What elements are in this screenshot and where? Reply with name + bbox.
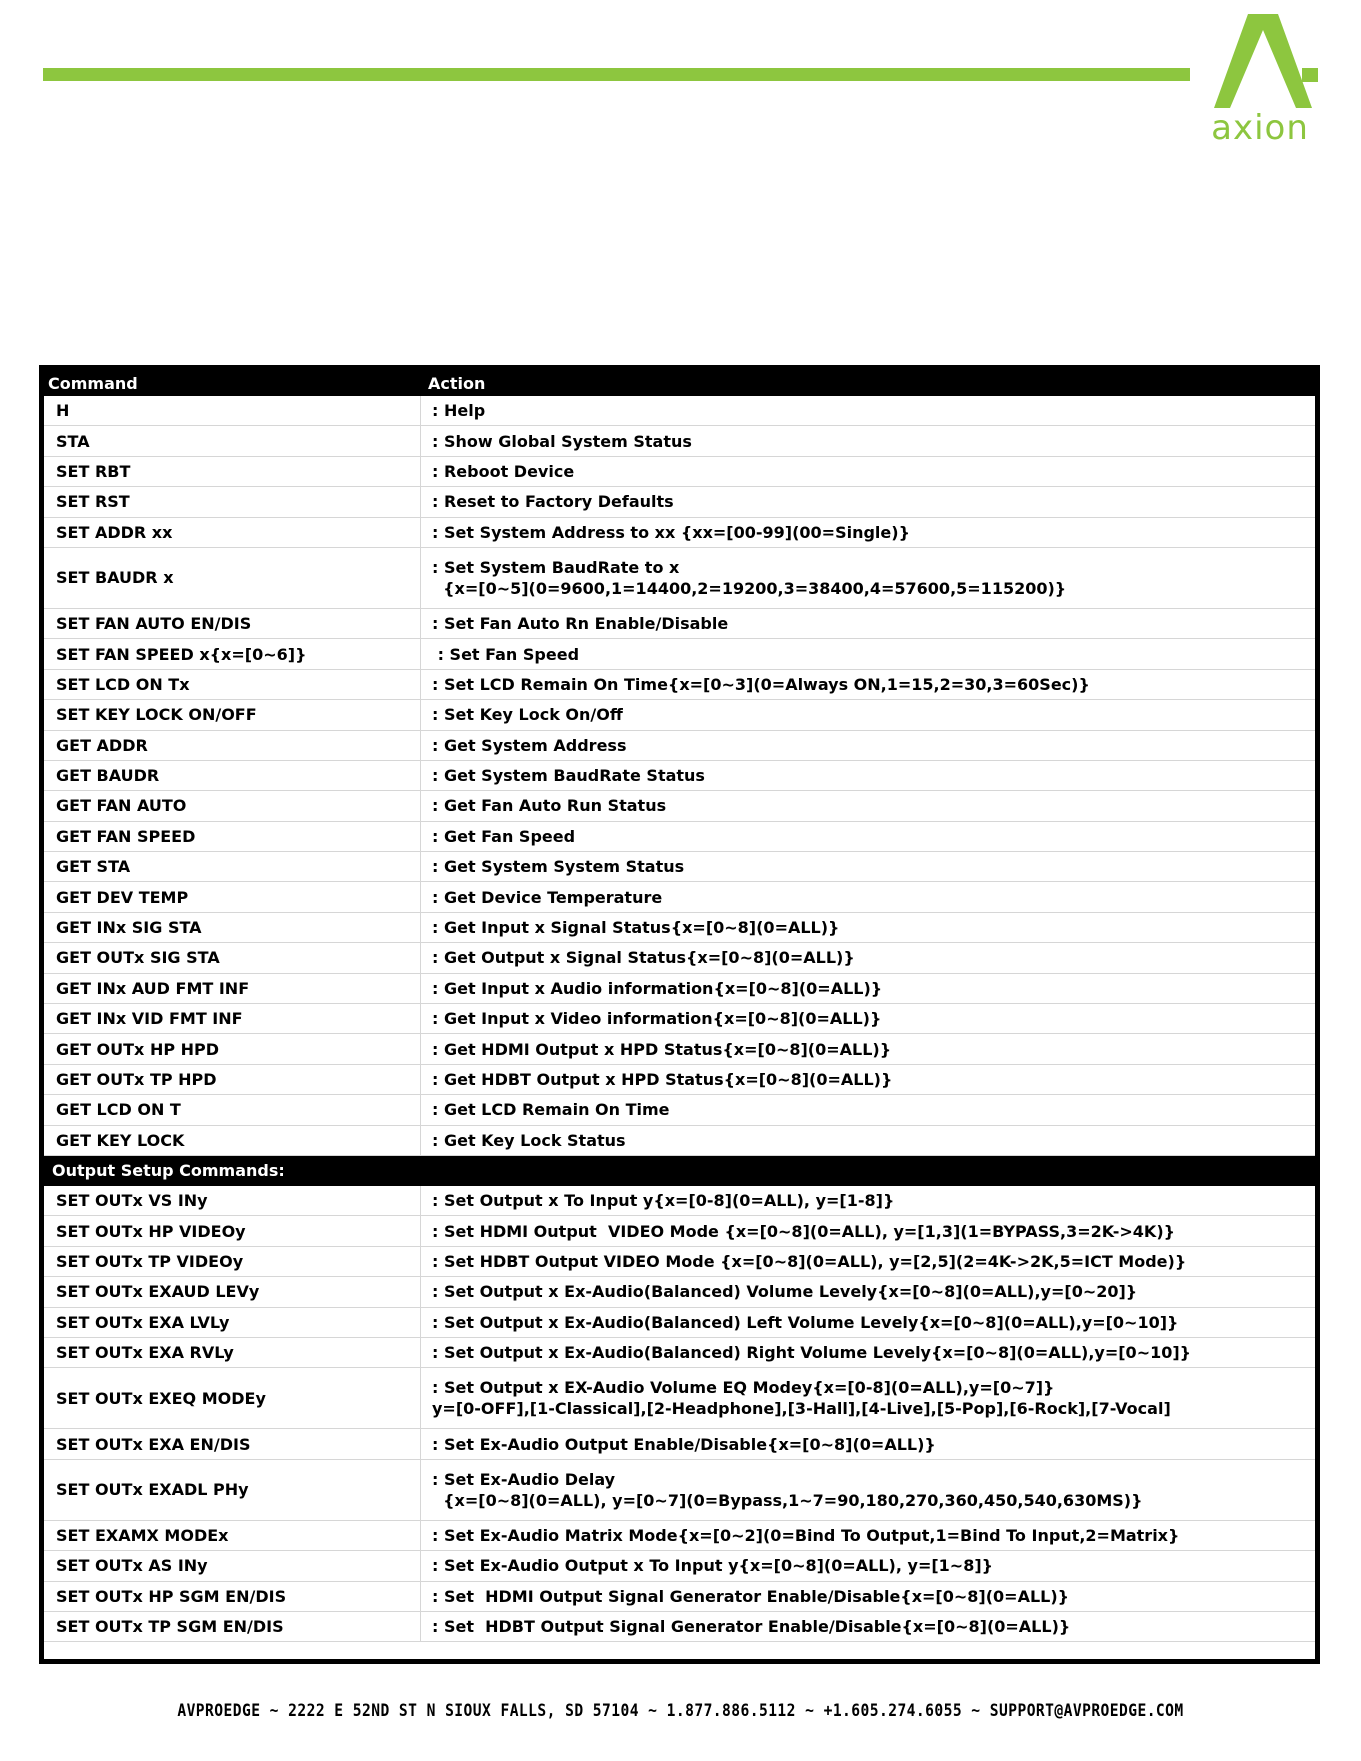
table-row: [44, 913, 1315, 943]
table-row: [44, 1004, 1315, 1034]
command-cell: SET OUTx VS INy: [44, 1186, 421, 1215]
command-table: [39, 365, 1320, 1664]
action-cell: [421, 765, 1315, 786]
axion-logo: [1190, 12, 1330, 148]
action-cell: [421, 1312, 1315, 1333]
command-cell: SET RST: [44, 487, 421, 516]
action-cell: [421, 1616, 1315, 1637]
action-cell: [421, 431, 1315, 452]
action-text: : Set Output x To Input y{x=[0-8](0=ALL), y=[1-8]}: [432, 1191, 895, 1211]
action-cell: [421, 400, 1315, 421]
section-title: Output Setup Commands:: [52, 1161, 285, 1181]
action-text: : Set System Address to xx {xx=[00-99](00=Single)}: [432, 522, 910, 542]
action-text: : Get System System Status: [432, 857, 685, 877]
action-text: : Set Output x EX-Audio Volume EQ Modey{x=[0-8](0=ALL),y=[0~7]}: [432, 1378, 1055, 1398]
command-cell: GET OUTx HP HPD: [44, 1034, 421, 1063]
action-cell: [421, 1281, 1315, 1302]
action-text: : Set System BaudRate to x: [432, 557, 680, 577]
action-cell: [421, 978, 1315, 999]
action-cell: [421, 1130, 1315, 1151]
action-cell: [421, 1342, 1315, 1363]
action-text: : Set Ex-Audio Output x To Input y{x=[0~8](0=ALL), y=[1~8]}: [432, 1556, 994, 1576]
command-table-body: [44, 370, 1315, 1659]
action-text: : Set LCD Remain On Time{x=[0~3](0=Always ON,1=15,2=30,3=60Sec)}: [432, 674, 1090, 694]
action-cell: [421, 856, 1315, 877]
action-text-line2: {x=[0~5](0=9600,1=14400,2=19200,3=38400,4=57600,5=115200)}: [432, 578, 1067, 598]
table-row: [44, 1612, 1315, 1642]
command-cell: SET OUTx EXADL PHy: [44, 1460, 421, 1520]
action-text: : Set HDBT Output Signal Generator Enable/Disable{x=[0~8](0=ALL)}: [432, 1617, 1071, 1637]
command-cell: SET OUTx HP SGM EN/DIS: [44, 1582, 421, 1611]
table-row: [44, 1034, 1315, 1064]
table-row: [44, 1582, 1315, 1612]
action-text: : Reset to Factory Defaults: [432, 492, 674, 512]
action-cell: [421, 917, 1315, 938]
action-cell: [421, 674, 1315, 695]
command-cell: SET BAUDR x: [44, 548, 421, 608]
action-cell: [421, 613, 1315, 634]
table-row: [44, 1277, 1315, 1307]
command-cell: SET FAN SPEED x{x=[0~6]}: [44, 639, 421, 668]
command-cell: SET OUTx TP SGM EN/DIS: [44, 1612, 421, 1641]
action-text: : Get LCD Remain On Time: [432, 1100, 670, 1120]
action-text-line2: {x=[0~8](0=ALL), y=[0~7](0=Bypass,1~7=90,180,270,360,450,540,630MS)}: [432, 1490, 1143, 1510]
table-row: [44, 548, 1315, 609]
table-row: [44, 609, 1315, 639]
action-text: : Get Input x Video information{x=[0~8](0=ALL)}: [432, 1009, 882, 1029]
command-cell: GET FAN AUTO: [44, 791, 421, 820]
command-cell: SET OUTx EXAUD LEVy: [44, 1277, 421, 1306]
command-cell: SET OUTx TP VIDEOy: [44, 1247, 421, 1276]
table-row: [44, 1429, 1315, 1459]
table-row: [44, 670, 1315, 700]
action-text: : Get Key Lock Status: [432, 1130, 626, 1150]
general-commands: [44, 396, 1315, 1156]
command-cell: GET OUTx SIG STA: [44, 943, 421, 972]
column-header-action: Action: [428, 373, 486, 393]
command-cell: GET DEV TEMP: [44, 882, 421, 911]
action-cell: [421, 735, 1315, 756]
table-row: [44, 761, 1315, 791]
action-cell: [421, 826, 1315, 847]
action-text: : Get Output x Signal Status{x=[0~8](0=ALL)}: [432, 948, 855, 968]
table-row: [44, 1186, 1315, 1216]
action-text: : Set Ex-Audio Delay: [432, 1469, 616, 1489]
command-cell: SET LCD ON Tx: [44, 670, 421, 699]
action-cell: [421, 644, 1315, 665]
action-cell: [421, 1221, 1315, 1242]
command-cell: SET EXAMX MODEx: [44, 1521, 421, 1550]
action-text: : Get System Address: [432, 735, 627, 755]
section-header: [44, 1156, 1315, 1186]
table-row: [44, 1065, 1315, 1095]
action-cell: [421, 1190, 1315, 1211]
footer-contact: AVPROEDGE ~ 2222 E 52ND ST N SIOUX FALLS, SD 57104 ~ 1.877.886.5112 ~ +1.605.274.6055 ~ SUPPORT@AVPROEDGE.COM: [177, 1701, 1184, 1721]
table-row: [44, 882, 1315, 912]
table-row: [44, 791, 1315, 821]
table-row: [44, 1095, 1315, 1125]
command-cell: GET BAUDR: [44, 761, 421, 790]
output-setup-commands: [44, 1186, 1315, 1642]
action-text: : Get Input x Audio information{x=[0~8](0=ALL)}: [432, 978, 883, 998]
table-row: [44, 1247, 1315, 1277]
action-text: : Get HDMI Output x HPD Status{x=[0~8](0=ALL)}: [432, 1039, 892, 1059]
action-text: : Get HDBT Output x HPD Status{x=[0~8](0=ALL)}: [432, 1070, 893, 1089]
command-cell: GET STA: [44, 852, 421, 881]
action-cell: [421, 1099, 1315, 1120]
table-row: [44, 1308, 1315, 1338]
action-text: : Show Global System Status: [432, 431, 692, 451]
table-row: [44, 518, 1315, 548]
action-cell: [421, 1039, 1315, 1060]
command-cell: H: [44, 396, 421, 425]
action-cell: [421, 1251, 1315, 1272]
action-text: : Reboot Device: [432, 461, 575, 481]
action-cell: [421, 1434, 1315, 1455]
action-text: : Get Device Temperature: [432, 887, 663, 907]
command-cell: GET INx SIG STA: [44, 913, 421, 942]
table-row: [44, 1521, 1315, 1551]
action-text: : Set Output x Ex-Audio(Balanced) Volume Levely{x=[0~8](0=ALL),y=[0~20]}: [432, 1282, 1138, 1302]
action-text: : Set Ex-Audio Output Enable/Disable{x=[0~8](0=ALL)}: [432, 1434, 936, 1454]
command-cell: GET FAN SPEED: [44, 822, 421, 851]
action-text-line2: y=[0-OFF],[1-Classical],[2-Headphone],[3-Hall],[4-Live],[5-Pop],[6-Rock],[7-Vocal]: [432, 1399, 1171, 1419]
action-cell: [421, 1377, 1315, 1419]
table-row: [44, 852, 1315, 882]
command-cell: SET OUTx EXA LVLy: [44, 1308, 421, 1337]
action-cell: [421, 557, 1315, 599]
command-cell: SET OUTx EXEQ MODEy: [44, 1368, 421, 1428]
action-text: : Set Fan Auto Rn Enable/Disable: [432, 614, 729, 634]
table-row: [44, 1551, 1315, 1581]
command-cell: GET ADDR: [44, 731, 421, 760]
action-text: : Get Input x Signal Status{x=[0~8](0=ALL)}: [432, 918, 840, 938]
table-row: [44, 396, 1315, 426]
table-row: [44, 426, 1315, 456]
action-cell: [421, 1586, 1315, 1607]
action-cell: [421, 491, 1315, 512]
header-accent-bar: [43, 68, 1190, 81]
column-header-command: Command: [48, 373, 138, 393]
table-row: [44, 1460, 1315, 1521]
command-cell: GET LCD ON T: [44, 1095, 421, 1124]
table-row: [44, 1216, 1315, 1246]
action-cell: [421, 1555, 1315, 1576]
table-row: [44, 943, 1315, 973]
command-cell: SET OUTx EXA RVLy: [44, 1338, 421, 1367]
action-text: : Set HDBT Output VIDEO Mode {x=[0~8](0=ALL), y=[2,5](2=4K->2K,5=ICT Mode)}: [432, 1251, 1187, 1271]
action-cell: [421, 1469, 1315, 1511]
command-cell: STA: [44, 426, 421, 455]
action-cell: [421, 1525, 1315, 1546]
action-text: : Set Output x Ex-Audio(Balanced) Left Volume Levely{x=[0~8](0=ALL),y=[0~10]}: [432, 1312, 1179, 1332]
action-text: : Set HDMI Output Signal Generator Enable/Disable{x=[0~8](0=ALL)}: [432, 1586, 1070, 1606]
action-text: : Get Fan Auto Run Status: [432, 796, 667, 816]
action-cell: [421, 1069, 1315, 1090]
command-cell: SET OUTx HP VIDEOy: [44, 1216, 421, 1245]
command-cell: GET OUTx TP HPD: [44, 1065, 421, 1094]
table-row: [44, 822, 1315, 852]
command-cell: GET INx VID FMT INF: [44, 1004, 421, 1033]
command-cell: SET RBT: [44, 457, 421, 486]
action-cell: [421, 461, 1315, 482]
table-header: [44, 370, 1315, 396]
command-cell: SET KEY LOCK ON/OFF: [44, 700, 421, 729]
action-cell: [421, 1008, 1315, 1029]
command-cell: GET INx AUD FMT INF: [44, 974, 421, 1003]
table-row: [44, 1338, 1315, 1368]
action-text: : Set Key Lock On/Off: [432, 705, 623, 725]
action-text: : Set Fan Speed: [432, 644, 580, 664]
table-row: [44, 1126, 1315, 1156]
command-cell: SET ADDR xx: [44, 518, 421, 547]
action-text: : Get System BaudRate Status: [432, 766, 705, 786]
table-row: [44, 639, 1315, 669]
action-cell: [421, 522, 1315, 543]
action-cell: [421, 947, 1315, 968]
action-text: : Set HDMI Output VIDEO Mode {x=[0~8](0=ALL), y=[1,3](1=BYPASS,3=2K->4K)}: [432, 1221, 1176, 1241]
action-text: : Help: [432, 401, 486, 421]
command-cell: GET KEY LOCK: [44, 1126, 421, 1155]
action-text: : Set Output x Ex-Audio(Balanced) Right Volume Levely{x=[0~8](0=ALL),y=[0~10]}: [432, 1343, 1192, 1363]
action-cell: [421, 887, 1315, 908]
logo-text: axion: [1211, 108, 1309, 148]
table-row: [44, 700, 1315, 730]
table-row: [44, 487, 1315, 517]
table-row: [44, 1368, 1315, 1429]
action-text: : Get Fan Speed: [432, 826, 576, 846]
table-row: [44, 974, 1315, 1004]
command-cell: SET OUTx EXA EN/DIS: [44, 1429, 421, 1458]
action-cell: [421, 704, 1315, 725]
action-text: : Set Ex-Audio Matrix Mode{x=[0~2](0=Bind To Output,1=Bind To Input,2=Matrix}: [432, 1525, 1180, 1545]
table-row: [44, 731, 1315, 761]
command-cell: SET OUTx AS INy: [44, 1551, 421, 1580]
table-row: [44, 457, 1315, 487]
command-cell: SET FAN AUTO EN/DIS: [44, 609, 421, 638]
action-cell: [421, 795, 1315, 816]
